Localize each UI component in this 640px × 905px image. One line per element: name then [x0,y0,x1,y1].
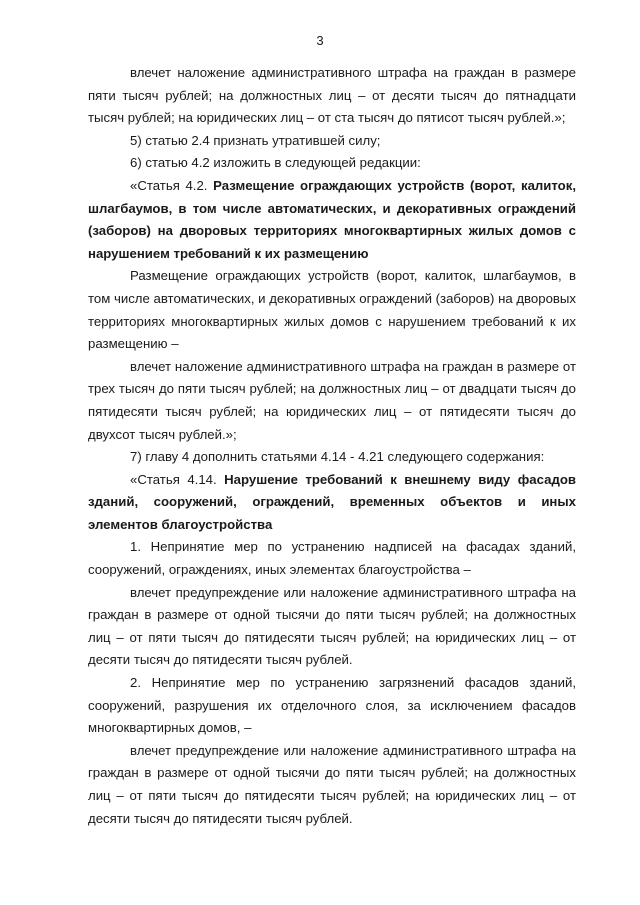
article-4-2-heading [88,175,576,265]
article-4-14-prefix: «Статья 4.14. [130,471,225,487]
document-body [88,62,576,830]
article-4-2-prefix: «Статья 4.2. [130,177,214,193]
article-4-14-part-2: 2. Непринятие мер по устранению загрязнений фасадов зданий, сооружений, разрушения их отделочного слоя, за исключением фасадов многоквартирных домов, – [88,675,576,736]
article-4-14-heading [88,469,576,537]
paragraph-penalty-intro: влечет наложение административного штрафа на граждан в размере пяти тысяч рублей; на должностных лиц – от десяти тысяч до пятнадцати тысяч рублей; на юридических лиц – от ста тысяч до пятисот тысяч рублей.»; [88,65,576,126]
paragraph-item-7: 7) главу 4 дополнить статьями 4.14 - 4.21 следующего содержания: [130,449,545,465]
article-4-2-penalty: влечет наложение административного штрафа на граждан в размере от трех тысяч до пяти тысяч рублей; на должностных лиц – от двадцати тысяч до пятидесяти тысяч рублей; на юридических лиц – от пятидесяти тысяч до двухсот тысяч рублей.»; [88,358,576,442]
article-4-2-title: Размещение ограждающих устройств (ворот, калиток, шлагбаумов, в том числе автоматических, и декоративных ограждений (заборов) на дворовых территориях многоквартирных жилых домов с нарушением требований к их размещению [88,177,576,261]
page-number: 3 [316,33,324,48]
article-4-14-title: Нарушение требований к внешнему виду фасадов зданий, сооружений, ограждений, временных объектов и иных элементов благоустройства [88,471,576,532]
article-4-14-part-1: 1. Непринятие мер по устранению надписей на фасадах зданий, сооружений, ограждениях, иных элементах благоустройства – [88,539,576,578]
paragraph-item-5: 5) статью 2.4 признать утратившей силу; [130,132,381,148]
article-4-2-body: Размещение ограждающих устройств (ворот, калиток, шлагбаумов, в том числе автоматических, и декоративных ограждений (заборов) на дворовых территориях многоквартирных жилых домов с нарушением требований к их размещению – [88,268,576,352]
article-4-14-part-1-penalty: влечет предупреждение или наложение административного штрафа на граждан в размере от одной тысячи до пяти тысяч рублей; на должностных лиц – от пяти тысяч до пятидесяти тысяч рублей; на юридических лиц – от десяти тысяч до пятидесяти тысяч рублей. [88,584,576,668]
paragraph-item-6: 6) статью 4.2 изложить в следующей редакции: [130,155,421,171]
article-4-14-part-2-penalty: влечет предупреждение или наложение административного штрафа на граждан в размере от одной тысячи до пяти тысяч рублей; на должностных лиц – от пяти тысяч до пятидесяти тысяч рублей; на юридических лиц – от десяти тысяч до пятидесяти тысяч рублей. [88,742,576,826]
